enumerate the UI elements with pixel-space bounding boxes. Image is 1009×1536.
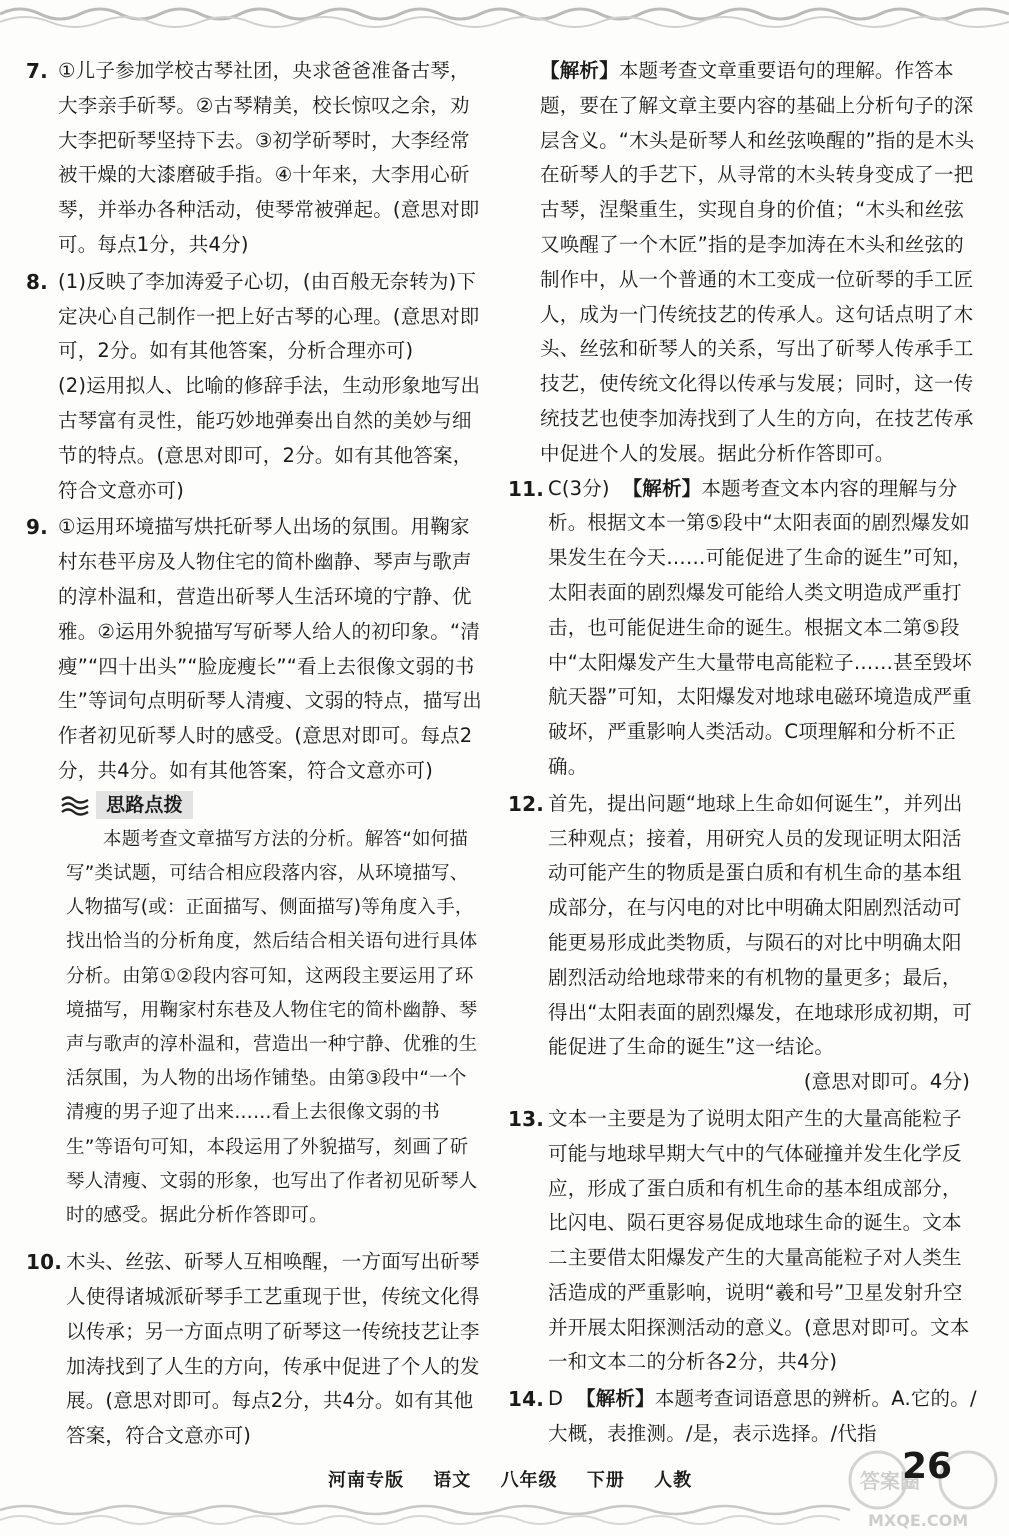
answer-item-13 xyxy=(508,1102,978,1380)
watermark-title: 答案圈 xyxy=(860,1469,920,1493)
item-answer: C(3分) xyxy=(548,476,610,500)
item-text: 本题考查词语意思的辨析。A.它的。/大概，表推测。/是，表示选择。/代指 xyxy=(548,1387,977,1446)
answer-item-7 xyxy=(26,54,484,263)
item-score: (意思对即可。4分) xyxy=(803,1070,970,1094)
left-column xyxy=(26,54,484,1456)
page-number: 26 xyxy=(902,1446,953,1487)
answer-item-9 xyxy=(26,510,484,788)
item-number: 13. xyxy=(508,1106,545,1131)
footer-edition: 河南专版 xyxy=(328,1470,404,1491)
item-text: 木头、丝弦、斫琴人互相唤醒，一方面写出斫琴人使得诸城派斫琴手工艺重现于世，传统文化得以传承；另一方面点明了斫琴这一传统技艺让李加涛找到了人生的方向，传承中促进了个人的发展。(意思对即可。每点2分，共4分。如有其他答案，符合文意亦可) xyxy=(66,1250,480,1448)
thinking-tips-body xyxy=(26,823,484,1233)
item-number: 10. xyxy=(26,1250,63,1275)
item-text: ①儿子参加学校古琴社团，央求爸爸准备古琴，大李亲手斫琴。②古琴精美，校长惊叹之余，劝大李把斫琴坚持下去。③初学斫琴时，大李经常被干燥的大漆磨破手指。④十年来，大李用心斫琴，并举办各种活动，使琴常被弹起。(意思对即可。每点1分，共4分) xyxy=(58,59,480,256)
item-10-analysis xyxy=(508,54,978,472)
item-number: 12. xyxy=(508,791,545,816)
footer-info xyxy=(328,1466,714,1492)
footer-grade: 八年级 xyxy=(500,1470,558,1491)
thinking-tips-header xyxy=(60,791,484,819)
item-number: 8. xyxy=(26,269,48,294)
answer-item-8 xyxy=(26,265,484,509)
answer-item-12 xyxy=(508,787,978,1100)
answer-item-10 xyxy=(26,1245,484,1454)
item-text: 本题考查文本内容的理解与分析。根据文本一第⑤段中“太阳表面的剧烈爆发如果发生在今天……可能促进了生命的诞生”可知，太阳表面的剧烈爆发可能给人类文明造成严重打击，也可能促进生命的诞生。根据文本二第⑤段中“太阳爆发产生大量带电高能粒子……甚至毁坏航天器”可知，太阳爆发对地球电磁环境造成严重破坏，严重影响人类活动。C项理解和分析不正确。 xyxy=(548,476,973,778)
footer-subject: 语文 xyxy=(433,1470,472,1491)
top-decorative-border xyxy=(0,0,1009,34)
item-text: 文本一主要是为了说明太阳产生的大量高能粒子可能与地球早期大气中的气体碰撞并发生化学反应，形成了蛋白质和有机生命的基本组成部分，比闪电、陨石更容易促成地球生命的诞生。文本二主要借太阳爆发产生的大量高能粒子对人类生活造成的严重影响，说明“羲和号”卫星发射升空并开展太阳探测活动的意义。(意思对即可。文本一和文本二的分析各2分，共4分) xyxy=(548,1106,970,1374)
item-answer: D xyxy=(548,1387,564,1411)
thinking-tips-label: 思路点拨 xyxy=(96,791,193,819)
analysis-tag: 【解析】 xyxy=(576,1387,655,1411)
item-number: 14. xyxy=(508,1387,545,1412)
bottom-decorative-border xyxy=(0,1500,1009,1536)
item-part-2: (2)运用拟人、比喻的修辞手法，生动形象地写出古琴富有灵性，能巧妙地弹奏出自然的美妙与细节的特点。(意思对即可，2分。如有其他答案，符合文意亦可) xyxy=(58,374,481,502)
right-column xyxy=(508,54,978,1454)
item-number: 9. xyxy=(26,515,48,540)
analysis-text: 本题考查文章重要语句的理解。作答本题，要在了解文章主要内容的基础上分析句子的深层含义。“木头是斫琴人和丝弦唤醒的”指的是木头在斫琴人的手艺下，从寻常的木头转身变成了一把古琴，涅槃重生，实现自身的价值；“木头和丝弦又唤醒了一个木匠”指的是李加涛在木头和丝弦的制作中，从一个普通的木工变成一位斫琴的手工匠人，成为一门传统技艺的传承人。这句话点明了木头、丝弦和斫琴人的关系，写出了斫琴人传承手工技艺，使传统文化得以传承与发展；同时，这一传统技艺也使李加涛找到了人生的方向，在技艺传承中促进个人的发展。据此分析作答即可。 xyxy=(540,59,975,465)
item-text: 首先，提出问题“地球上生命如何诞生”，并列出三种观点；接着，用研究人员的发现证明太阳活动可能产生的物质是蛋白质和有机生命的基本组成部分，在与闪电的对比中明确太阳剧烈活动可能更易形成此类物质，与陨石的对比中明确太阳剧烈活动给地球带来的有机物的量更多；最后，得出“太阳表面的剧烈爆发，在地球形成初期，可能促进了生命的诞生”这一结论。 xyxy=(548,791,973,1059)
footer-volume: 下册 xyxy=(586,1470,625,1491)
analysis-tag: 【解析】 xyxy=(622,476,702,500)
answer-item-11 xyxy=(508,472,978,785)
footer-publisher: 人教 xyxy=(654,1470,693,1491)
item-number: 11. xyxy=(508,476,545,501)
item-number: 7. xyxy=(26,59,48,83)
wave-lines-icon xyxy=(60,794,90,816)
item-text: ①运用环境描写烘托斫琴人出场的氛围。用鞠家村东巷平房及人物住宅的简朴幽静、琴声与歌声的淳朴温和，营造出斫琴人生活环境的宁静、优雅。②运用外貌描写写斫琴人给人的初印象。“清瘦”“四十出头”“脸庞瘦长”“看上去很像文弱的书生”等词句点明斫琴人清瘦、文弱的特点，描写出作者初见斫琴人时的感受。(意思对即可。每点2分，共4分。如有其他答案，符合文意亦可) xyxy=(58,515,483,782)
thinking-tips-text: 本题考查文章描写方法的分析。解答“如何描写”类试题，可结合相应段落内容，从环境描写、人物描写(或：正面描写、侧面描写)等角度入手，找出恰当的分析角度，然后结合相关语句进行具体分析。由第①②段内容可知，这两段主要运用了环境描写，用鞠家村东巷及人物住宅的简朴幽静、琴声与歌声的淳朴温和，营造出一种宁静、优雅的生活氛围，为人物的出场作铺垫。由第③段中“一个清瘦的男子迎了出来……看上去很像文弱的书生”等语句可知，本段运用了外貌描写，刻画了斫琴人清瘦、文弱的形象，也写出了作者初见斫琴人时的感受。据此分析作答即可。 xyxy=(66,828,478,1226)
item-part-1: (1)反映了李加涛爱子心切，(由百般无奈转为)下定决心自己制作一把上好古琴的心理。(意思对即可，2分。如有其他答案，分析合理亦可) xyxy=(58,269,480,363)
watermark-url: MXQE.COM xyxy=(868,1511,969,1530)
analysis-tag: 【解析】 xyxy=(540,59,619,82)
